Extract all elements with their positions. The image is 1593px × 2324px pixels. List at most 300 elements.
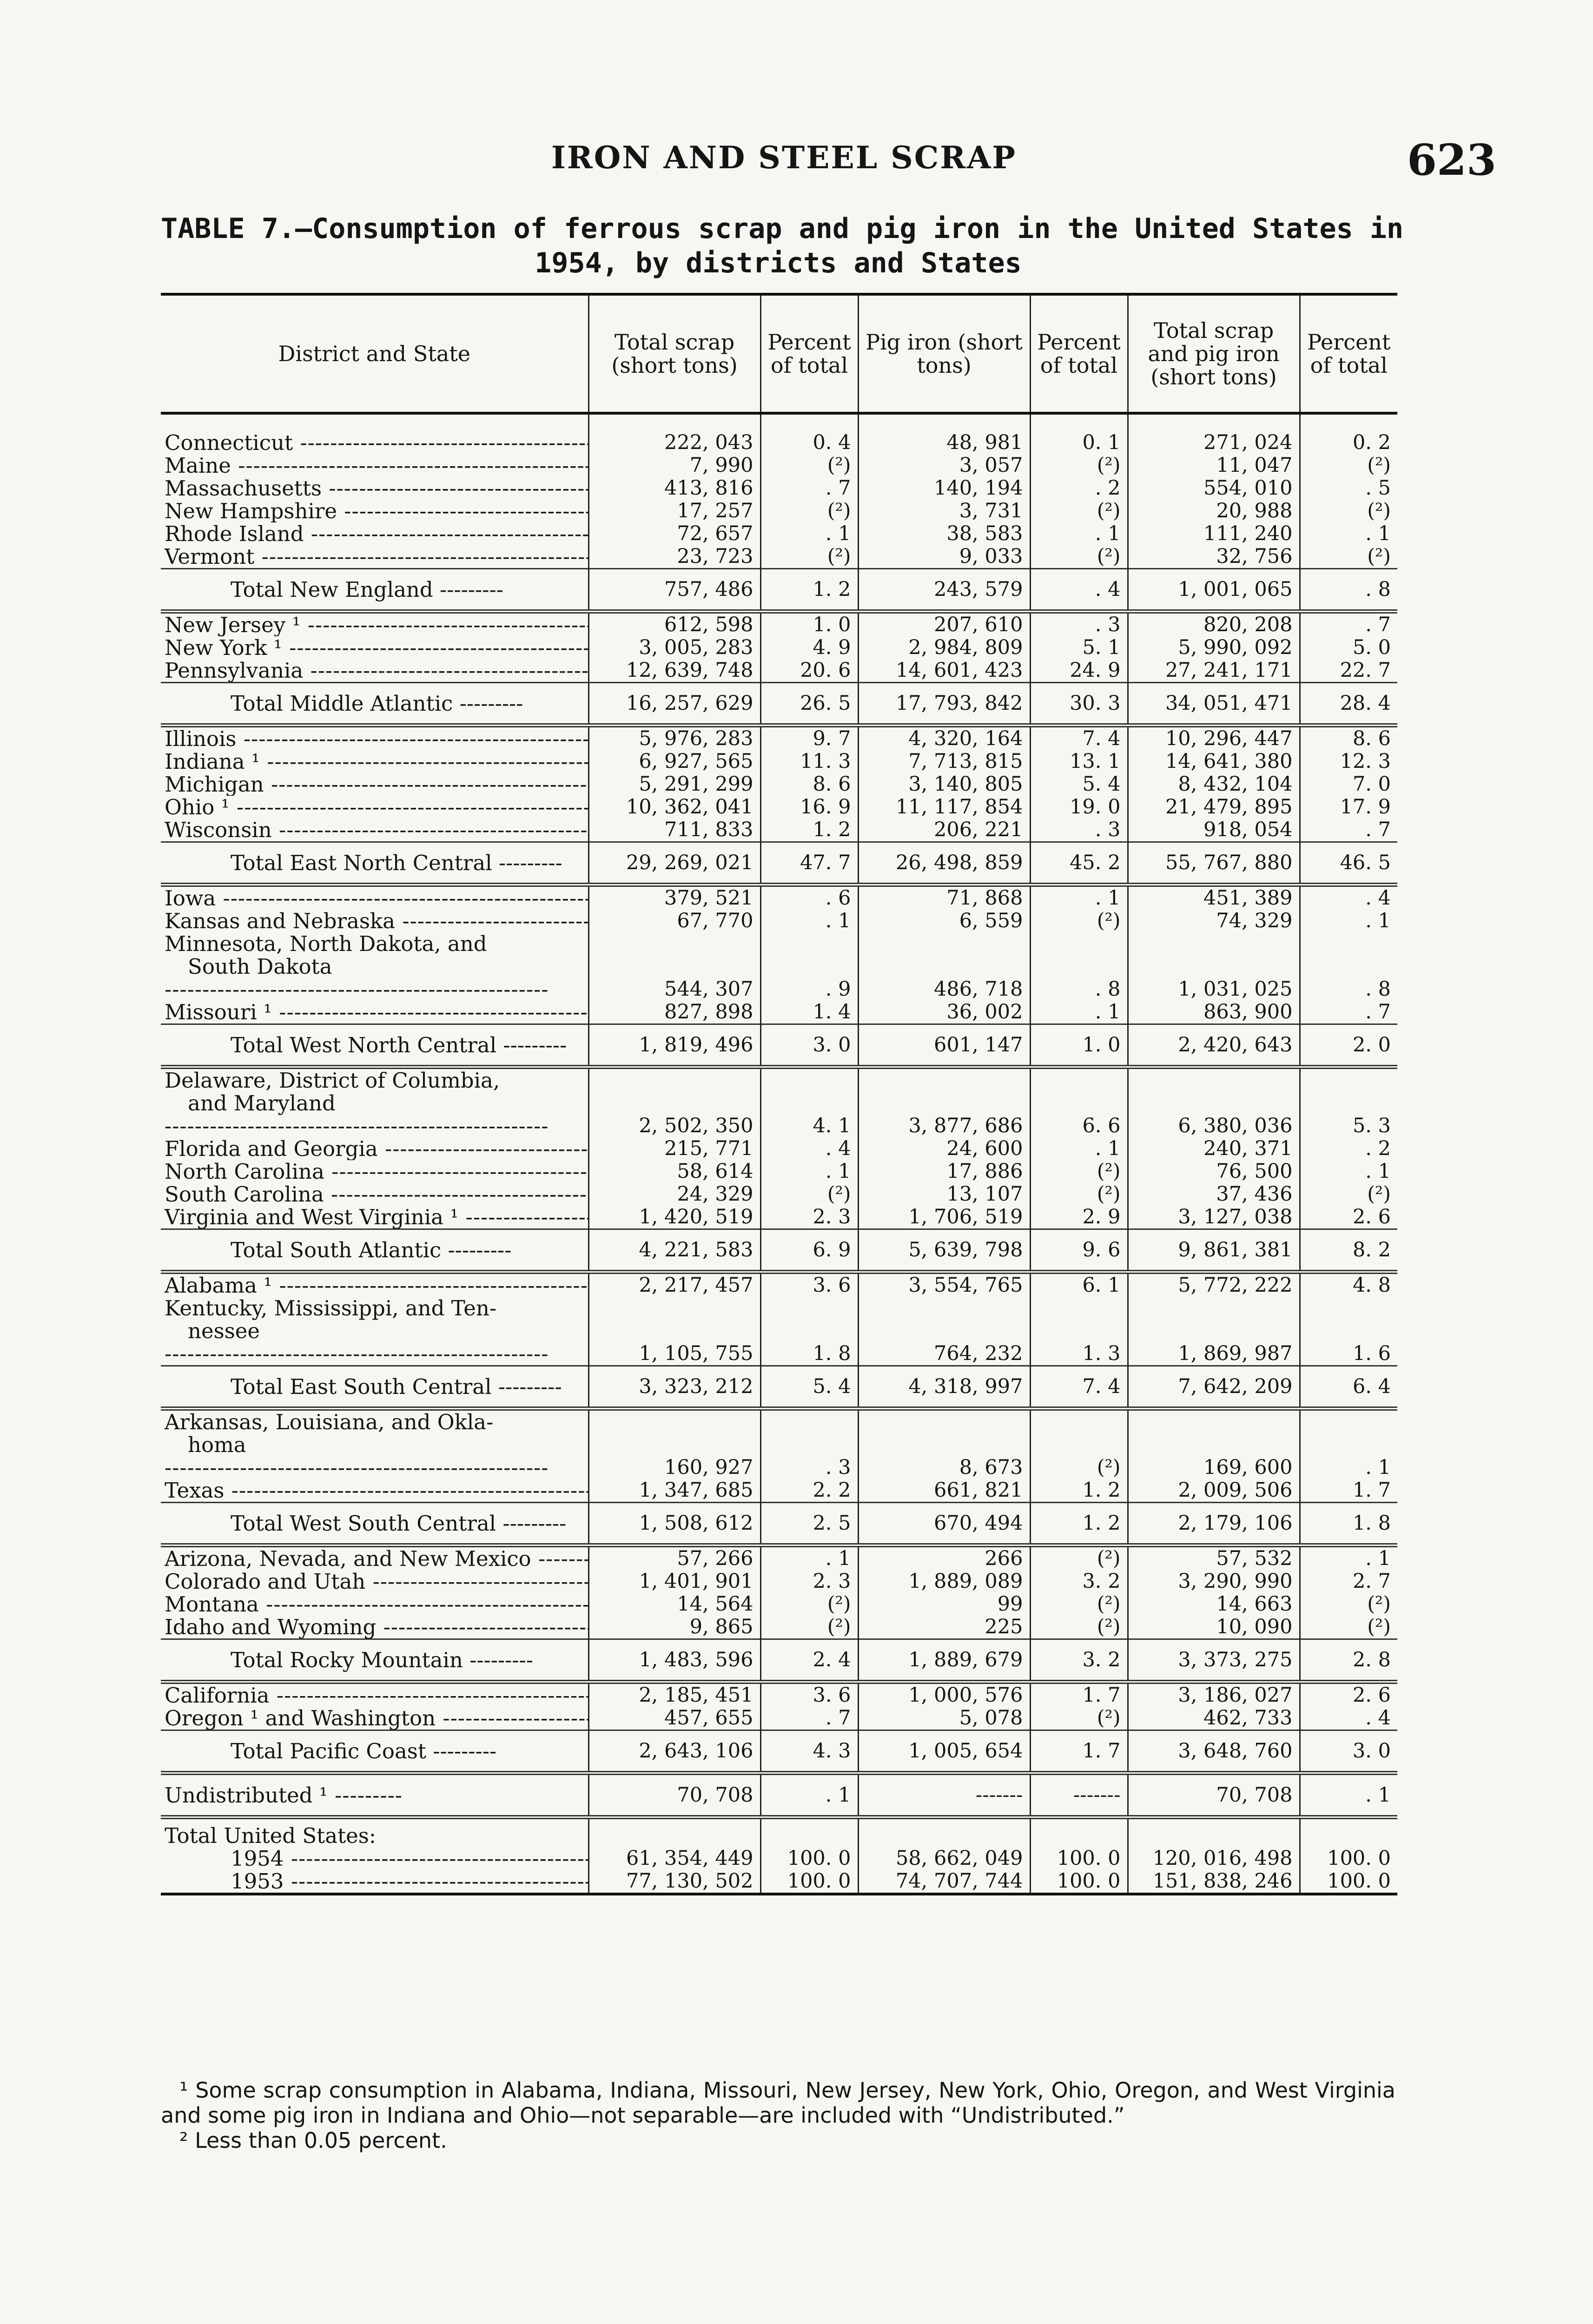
- district-total-row: [161, 683, 1397, 726]
- percent-scrap-cell: 8. 6: [760, 773, 858, 796]
- total-combined-cell: 8, 432, 104: [1128, 773, 1300, 796]
- percent-pig-iron-cell: (²): [1030, 910, 1128, 932]
- percent-combined-cell: 1. 6: [1300, 1297, 1397, 1366]
- total-combined-cell: 70, 708: [1128, 1773, 1300, 1817]
- total-combined-cell: 111, 240: [1128, 522, 1300, 545]
- table-header: [161, 294, 1397, 413]
- row-label-line-1: Minnesota, North Dakota, and: [165, 932, 487, 956]
- percent-scrap-cell: (²): [760, 1616, 858, 1639]
- total-scrap-cell: 1, 483, 596: [588, 1639, 760, 1682]
- row-label: Arizona, Nevada, and New Mexico -----: [161, 1545, 588, 1571]
- pig-iron-cell: 11, 117, 854: [858, 796, 1030, 819]
- total-scrap-cell: 4, 221, 583: [588, 1229, 760, 1272]
- total-combined-cell: 3, 373, 275: [1128, 1639, 1300, 1682]
- percent-combined-cell: 28. 4: [1300, 683, 1397, 726]
- pig-iron-cell: 99: [858, 1593, 1030, 1616]
- row-label: New York ¹ -----: [161, 636, 588, 659]
- percent-combined-cell: . 1: [1300, 1773, 1397, 1817]
- district-total-row: [161, 569, 1397, 612]
- row-label: Florida and Georgia -----: [161, 1137, 588, 1160]
- row-label-line-2: and Maryland: [188, 1091, 336, 1116]
- total-scrap-cell: 413, 816: [588, 477, 760, 500]
- empty-cell: [1128, 1817, 1300, 1848]
- percent-scrap-cell: 47. 7: [760, 842, 858, 885]
- total-combined-cell: 271, 024: [1128, 413, 1300, 454]
- percent-pig-iron-cell: (²): [1030, 1183, 1128, 1206]
- percent-pig-iron-cell: . 4: [1030, 569, 1128, 612]
- table-row: [161, 773, 1397, 796]
- table-caption: [161, 211, 1404, 280]
- percent-pig-iron-cell: (²): [1030, 500, 1128, 522]
- table-row: [161, 750, 1397, 773]
- percent-pig-iron-cell: 3. 2: [1030, 1639, 1128, 1682]
- percent-scrap-cell: 5. 4: [760, 1366, 858, 1409]
- table-row: [161, 1183, 1397, 1206]
- percent-combined-cell: 0. 2: [1300, 413, 1397, 454]
- row-label: New Hampshire -----: [161, 500, 588, 522]
- percent-scrap-cell: 26. 5: [760, 683, 858, 726]
- empty-cell: [1030, 1817, 1128, 1848]
- percent-combined-cell: (²): [1300, 1616, 1397, 1639]
- percent-pig-iron-cell: 6. 1: [1030, 1272, 1128, 1297]
- percent-combined-cell: . 7: [1300, 612, 1397, 637]
- table-row: [161, 545, 1397, 569]
- percent-scrap-cell: (²): [760, 1593, 858, 1616]
- table-row: [161, 522, 1397, 545]
- pig-iron-cell: 17, 886: [858, 1160, 1030, 1183]
- table-row: [161, 726, 1397, 751]
- percent-scrap-cell: (²): [760, 500, 858, 522]
- percent-combined-cell: 100. 0: [1300, 1847, 1397, 1870]
- row-label-line-1: Arkansas, Louisiana, and Okla-: [165, 1410, 494, 1434]
- percent-scrap-cell: 6. 9: [760, 1229, 858, 1272]
- pig-iron-cell: 7, 713, 815: [858, 750, 1030, 773]
- pig-iron-cell: 3, 877, 686: [858, 1067, 1030, 1138]
- percent-combined-cell: 7. 0: [1300, 773, 1397, 796]
- column-header-total-scrap: Total scrap (short tons): [588, 294, 760, 413]
- total-scrap-cell: 1, 105, 755: [588, 1297, 760, 1366]
- total-combined-cell: 10, 090: [1128, 1616, 1300, 1639]
- row-label: Indiana ¹ -----: [161, 750, 588, 773]
- total-combined-cell: 37, 436: [1128, 1183, 1300, 1206]
- district-total-row: [161, 842, 1397, 885]
- percent-scrap-cell: 9. 7: [760, 726, 858, 751]
- table-row: [161, 1160, 1397, 1183]
- empty-cell: [1300, 1817, 1397, 1848]
- pig-iron-cell: 1, 889, 679: [858, 1639, 1030, 1682]
- percent-combined-cell: 3. 0: [1300, 1730, 1397, 1773]
- row-label-line-2: nessee: [188, 1319, 260, 1343]
- row-label: Wisconsin -----: [161, 819, 588, 842]
- percent-combined-cell: 6. 4: [1300, 1366, 1397, 1409]
- percent-pig-iron-cell: 0. 1: [1030, 413, 1128, 454]
- table-row: [161, 1272, 1397, 1297]
- pig-iron-cell: 764, 232: [858, 1297, 1030, 1366]
- percent-combined-cell: 5. 0: [1300, 636, 1397, 659]
- row-label: Total Middle Atlantic -----: [161, 683, 588, 726]
- percent-pig-iron-cell: 2. 9: [1030, 1206, 1128, 1229]
- total-scrap-cell: 70, 708: [588, 1773, 760, 1817]
- column-header-total-combined: Total scrap and pig iron (short tons): [1128, 294, 1300, 413]
- total-combined-cell: 6, 380, 036: [1128, 1067, 1300, 1138]
- total-combined-cell: 20, 988: [1128, 500, 1300, 522]
- consumption-table: [161, 293, 1397, 1895]
- total-combined-cell: 3, 127, 038: [1128, 1206, 1300, 1229]
- pig-iron-cell: 3, 140, 805: [858, 773, 1030, 796]
- percent-combined-cell: 12. 3: [1300, 750, 1397, 773]
- row-label: South Carolina -----: [161, 1183, 588, 1206]
- total-scrap-cell: 544, 307: [588, 932, 760, 1001]
- row-label: Total Rocky Mountain -----: [161, 1639, 588, 1682]
- percent-scrap-cell: 100. 0: [760, 1870, 858, 1894]
- percent-combined-cell: (²): [1300, 545, 1397, 569]
- row-label: New Jersey ¹ -----: [161, 612, 588, 637]
- row-label: [161, 1067, 588, 1138]
- table-row: [161, 413, 1397, 454]
- pig-iron-cell: 601, 147: [858, 1024, 1030, 1067]
- pig-iron-cell: 8, 673: [858, 1409, 1030, 1479]
- percent-pig-iron-cell: 1. 3: [1030, 1297, 1128, 1366]
- percent-pig-iron-cell: 9. 6: [1030, 1229, 1128, 1272]
- row-label-line-1: Delaware, District of Columbia,: [165, 1068, 500, 1093]
- table-row: [161, 1570, 1397, 1593]
- total-combined-cell: 863, 900: [1128, 1001, 1300, 1024]
- total-combined-cell: 2, 420, 643: [1128, 1024, 1300, 1067]
- table-row: [161, 1001, 1397, 1024]
- total-scrap-cell: 3, 005, 283: [588, 636, 760, 659]
- pig-iron-cell: 3, 057: [858, 454, 1030, 477]
- row-label: Virginia and West Virginia ¹ -----: [161, 1206, 588, 1229]
- page-header: [161, 135, 1497, 185]
- total-scrap-cell: 2, 185, 451: [588, 1682, 760, 1707]
- percent-pig-iron-cell: . 1: [1030, 1137, 1128, 1160]
- percent-scrap-cell: . 1: [760, 522, 858, 545]
- percent-scrap-cell: (²): [760, 1183, 858, 1206]
- percent-scrap-cell: 1. 0: [760, 612, 858, 637]
- total-combined-cell: 74, 329: [1128, 910, 1300, 932]
- table-row: [161, 885, 1397, 910]
- row-label: 1953 -----: [161, 1870, 588, 1894]
- row-label: North Carolina -----: [161, 1160, 588, 1183]
- pig-iron-cell: 140, 194: [858, 477, 1030, 500]
- total-scrap-cell: 379, 521: [588, 885, 760, 910]
- row-label: Rhode Island -----: [161, 522, 588, 545]
- pig-iron-cell: 1, 000, 576: [858, 1682, 1030, 1707]
- row-label-line-2: homa: [188, 1433, 246, 1457]
- percent-pig-iron-cell: 5. 1: [1030, 636, 1128, 659]
- percent-pig-iron-cell: (²): [1030, 1545, 1128, 1571]
- row-label: California -----: [161, 1682, 588, 1707]
- total-scrap-cell: 72, 657: [588, 522, 760, 545]
- percent-scrap-cell: 4. 1: [760, 1067, 858, 1138]
- row-label: Undistributed ¹ -----: [161, 1773, 588, 1817]
- percent-combined-cell: . 8: [1300, 932, 1397, 1001]
- total-scrap-cell: 222, 043: [588, 413, 760, 454]
- percent-combined-cell: . 1: [1300, 522, 1397, 545]
- percent-combined-cell: . 1: [1300, 1545, 1397, 1571]
- page-number: 623: [1407, 135, 1497, 185]
- percent-combined-cell: 100. 0: [1300, 1870, 1397, 1894]
- column-header-percent-combined: Percent of total: [1300, 294, 1397, 413]
- total-combined-cell: 820, 208: [1128, 612, 1300, 637]
- percent-scrap-cell: 2. 5: [760, 1503, 858, 1545]
- total-scrap-cell: 2, 502, 350: [588, 1067, 760, 1138]
- column-header-percent-scrap: Percent of total: [760, 294, 858, 413]
- total-combined-cell: 120, 016, 498: [1128, 1847, 1300, 1870]
- row-label: Total West South Central -----: [161, 1503, 588, 1545]
- pig-iron-cell: 5, 639, 798: [858, 1229, 1030, 1272]
- percent-combined-cell: 1. 7: [1300, 1479, 1397, 1503]
- table-row: [161, 636, 1397, 659]
- total-combined-cell: 1, 001, 065: [1128, 569, 1300, 612]
- total-scrap-cell: 10, 362, 041: [588, 796, 760, 819]
- district-total-row: [161, 1730, 1397, 1773]
- row-label: [161, 932, 588, 1001]
- column-header-percent-pig-iron: Percent of total: [1030, 294, 1128, 413]
- percent-combined-cell: 2. 6: [1300, 1206, 1397, 1229]
- percent-scrap-cell: (²): [760, 454, 858, 477]
- pig-iron-cell: 3, 554, 765: [858, 1272, 1030, 1297]
- percent-scrap-cell: . 4: [760, 1137, 858, 1160]
- percent-scrap-cell: . 1: [760, 1160, 858, 1183]
- column-header-district: District and State: [278, 341, 470, 366]
- total-scrap-cell: 29, 269, 021: [588, 842, 760, 885]
- total-combined-cell: 151, 838, 246: [1128, 1870, 1300, 1894]
- table-row: [161, 1297, 1397, 1366]
- total-combined-cell: 3, 290, 990: [1128, 1570, 1300, 1593]
- percent-combined-cell: (²): [1300, 500, 1397, 522]
- percent-scrap-cell: 1. 8: [760, 1297, 858, 1366]
- table-row: [161, 612, 1397, 637]
- table-caption-line-1: TABLE 7.—Consumption of ferrous scrap and pig iron in the United States in: [161, 212, 1404, 245]
- percent-pig-iron-cell: 1. 0: [1030, 1024, 1128, 1067]
- total-scrap-cell: 1, 508, 612: [588, 1503, 760, 1545]
- total-combined-cell: 55, 767, 880: [1128, 842, 1300, 885]
- row-label: [161, 1297, 588, 1366]
- percent-pig-iron-cell: . 1: [1030, 1001, 1128, 1024]
- row-label: [161, 1409, 588, 1479]
- percent-combined-cell: 5. 3: [1300, 1067, 1397, 1138]
- total-scrap-cell: 7, 990: [588, 454, 760, 477]
- total-combined-cell: 32, 756: [1128, 545, 1300, 569]
- percent-scrap-cell: . 9: [760, 932, 858, 1001]
- pig-iron-cell: 74, 707, 744: [858, 1870, 1030, 1894]
- row-label-line-1: Kentucky, Mississippi, and Ten-: [165, 1297, 497, 1320]
- total-combined-cell: 76, 500: [1128, 1160, 1300, 1183]
- percent-pig-iron-cell: 19. 0: [1030, 796, 1128, 819]
- pig-iron-cell: 6, 559: [858, 910, 1030, 932]
- percent-pig-iron-cell: . 1: [1030, 522, 1128, 545]
- district-total-row: [161, 1366, 1397, 1409]
- percent-scrap-cell: . 7: [760, 477, 858, 500]
- total-scrap-cell: 457, 655: [588, 1707, 760, 1730]
- pig-iron-cell: 4, 318, 997: [858, 1366, 1030, 1409]
- row-label: Total New England -----: [161, 569, 588, 612]
- table-row: [161, 454, 1397, 477]
- total-combined-cell: 451, 389: [1128, 885, 1300, 910]
- percent-scrap-cell: 100. 0: [760, 1847, 858, 1870]
- percent-scrap-cell: 2. 3: [760, 1570, 858, 1593]
- total-combined-cell: 462, 733: [1128, 1707, 1300, 1730]
- total-scrap-cell: 57, 266: [588, 1545, 760, 1571]
- pig-iron-cell: 207, 610: [858, 612, 1030, 637]
- percent-pig-iron-cell: 1. 7: [1030, 1730, 1128, 1773]
- pig-iron-cell: 14, 601, 423: [858, 659, 1030, 683]
- row-label: Vermont -----: [161, 545, 588, 569]
- percent-pig-iron-cell: 1. 2: [1030, 1479, 1128, 1503]
- percent-combined-cell: . 4: [1300, 1707, 1397, 1730]
- pig-iron-cell: 1, 005, 654: [858, 1730, 1030, 1773]
- footnote-2: ² Less than 0.05 percent.: [179, 2128, 447, 2153]
- table-row: [161, 477, 1397, 500]
- percent-scrap-cell: 2. 3: [760, 1206, 858, 1229]
- total-scrap-cell: 1, 819, 496: [588, 1024, 760, 1067]
- percent-pig-iron-cell: 1. 2: [1030, 1503, 1128, 1545]
- percent-combined-cell: 2. 8: [1300, 1639, 1397, 1682]
- row-label: Connecticut -----: [161, 413, 588, 454]
- total-scrap-cell: 23, 723: [588, 545, 760, 569]
- percent-pig-iron-cell: 7. 4: [1030, 1366, 1128, 1409]
- percent-pig-iron-cell: 24. 9: [1030, 659, 1128, 683]
- total-combined-cell: 11, 047: [1128, 454, 1300, 477]
- percent-scrap-cell: 0. 4: [760, 413, 858, 454]
- percent-pig-iron-cell: (²): [1030, 1409, 1128, 1479]
- table-row: [161, 1067, 1397, 1138]
- total-scrap-cell: 215, 771: [588, 1137, 760, 1160]
- district-total-row: [161, 1639, 1397, 1682]
- percent-pig-iron-cell: 6. 6: [1030, 1067, 1128, 1138]
- pig-iron-cell: 2, 984, 809: [858, 636, 1030, 659]
- row-label: Ohio ¹ -----: [161, 796, 588, 819]
- total-combined-cell: 14, 663: [1128, 1593, 1300, 1616]
- total-combined-cell: 918, 054: [1128, 819, 1300, 842]
- percent-scrap-cell: (²): [760, 545, 858, 569]
- row-label: Total South Atlantic -----: [161, 1229, 588, 1272]
- table-row: [161, 819, 1397, 842]
- total-combined-cell: 10, 296, 447: [1128, 726, 1300, 751]
- pig-iron-cell: 3, 731: [858, 500, 1030, 522]
- percent-combined-cell: 2. 7: [1300, 1570, 1397, 1593]
- percent-scrap-cell: . 1: [760, 1773, 858, 1817]
- row-label: Maine -----: [161, 454, 588, 477]
- percent-pig-iron-cell: 100. 0: [1030, 1847, 1128, 1870]
- total-combined-cell: 7, 642, 209: [1128, 1366, 1300, 1409]
- row-label: Total Pacific Coast -----: [161, 1730, 588, 1773]
- table-caption-line-2: 1954, by districts and States: [535, 247, 1022, 279]
- row-label: Massachusetts -----: [161, 477, 588, 500]
- table-row: [161, 932, 1397, 1001]
- pig-iron-cell: 670, 494: [858, 1503, 1030, 1545]
- row-label: Total West North Central -----: [161, 1024, 588, 1067]
- row-label: Oregon ¹ and Washington -----: [161, 1707, 588, 1730]
- row-label: Pennsylvania -----: [161, 659, 588, 683]
- total-scrap-cell: 160, 927: [588, 1409, 760, 1479]
- total-combined-cell: 5, 772, 222: [1128, 1272, 1300, 1297]
- undistributed-row: [161, 1773, 1397, 1817]
- pig-iron-cell: 243, 579: [858, 569, 1030, 612]
- table-row: [161, 1593, 1397, 1616]
- empty-cell: [588, 1817, 760, 1848]
- total-combined-cell: 3, 648, 760: [1128, 1730, 1300, 1773]
- table-row: [161, 1479, 1397, 1503]
- percent-pig-iron-cell: 30. 3: [1030, 683, 1128, 726]
- percent-scrap-cell: 11. 3: [760, 750, 858, 773]
- row-label: Colorado and Utah -----: [161, 1570, 588, 1593]
- row-label-line-2: South Dakota: [188, 954, 332, 979]
- total-combined-cell: 27, 241, 171: [1128, 659, 1300, 683]
- pig-iron-cell: -------: [858, 1773, 1030, 1817]
- footnote-1: ¹ Some scrap consumption in Alabama, Indiana, Missouri, New Jersey, New York, Ohio, Oregon, and West Virginia and some pig iron in Indiana and Ohio—not separable—are included with “Undistributed.”: [161, 2078, 1395, 2128]
- percent-pig-iron-cell: (²): [1030, 1707, 1128, 1730]
- percent-pig-iron-cell: 100. 0: [1030, 1870, 1128, 1894]
- total-scrap-cell: 6, 927, 565: [588, 750, 760, 773]
- percent-combined-cell: . 7: [1300, 1001, 1397, 1024]
- percent-pig-iron-cell: 7. 4: [1030, 726, 1128, 751]
- percent-scrap-cell: 3. 0: [760, 1024, 858, 1067]
- percent-pig-iron-cell: 13. 1: [1030, 750, 1128, 773]
- district-total-row: [161, 1024, 1397, 1067]
- percent-combined-cell: 46. 5: [1300, 842, 1397, 885]
- empty-cell: [858, 1817, 1030, 1848]
- percent-pig-iron-cell: (²): [1030, 545, 1128, 569]
- row-label: Idaho and Wyoming -----: [161, 1616, 588, 1639]
- total-combined-cell: 5, 990, 092: [1128, 636, 1300, 659]
- percent-scrap-cell: 4. 9: [760, 636, 858, 659]
- row-label: Total East South Central -----: [161, 1366, 588, 1409]
- table-body: [161, 413, 1397, 1894]
- pig-iron-cell: 13, 107: [858, 1183, 1030, 1206]
- percent-pig-iron-cell: (²): [1030, 1593, 1128, 1616]
- percent-combined-cell: . 4: [1300, 885, 1397, 910]
- pig-iron-cell: 1, 706, 519: [858, 1206, 1030, 1229]
- total-scrap-cell: 2, 217, 457: [588, 1272, 760, 1297]
- pig-iron-cell: 38, 583: [858, 522, 1030, 545]
- percent-combined-cell: (²): [1300, 1593, 1397, 1616]
- percent-combined-cell: . 5: [1300, 477, 1397, 500]
- percent-pig-iron-cell: (²): [1030, 454, 1128, 477]
- row-label: Kansas and Nebraska -----: [161, 910, 588, 932]
- percent-combined-cell: . 1: [1300, 1160, 1397, 1183]
- percent-pig-iron-cell: 3. 2: [1030, 1570, 1128, 1593]
- percent-scrap-cell: 4. 3: [760, 1730, 858, 1773]
- percent-pig-iron-cell: -------: [1030, 1773, 1128, 1817]
- percent-scrap-cell: . 3: [760, 1409, 858, 1479]
- pig-iron-cell: 58, 662, 049: [858, 1847, 1030, 1870]
- percent-scrap-cell: 1. 2: [760, 819, 858, 842]
- total-combined-cell: 9, 861, 381: [1128, 1229, 1300, 1272]
- total-combined-cell: 169, 600: [1128, 1409, 1300, 1479]
- table-row: [161, 910, 1397, 932]
- district-total-row: [161, 1503, 1397, 1545]
- table-row: [161, 796, 1397, 819]
- total-scrap-cell: 1, 347, 685: [588, 1479, 760, 1503]
- pig-iron-cell: 24, 600: [858, 1137, 1030, 1160]
- total-combined-cell: 2, 179, 106: [1128, 1503, 1300, 1545]
- pig-iron-cell: 661, 821: [858, 1479, 1030, 1503]
- total-scrap-cell: 5, 976, 283: [588, 726, 760, 751]
- percent-combined-cell: 2. 6: [1300, 1682, 1397, 1707]
- pig-iron-cell: 48, 981: [858, 413, 1030, 454]
- total-combined-cell: 34, 051, 471: [1128, 683, 1300, 726]
- row-label: Montana -----: [161, 1593, 588, 1616]
- pig-iron-cell: 225: [858, 1616, 1030, 1639]
- pig-iron-cell: 1, 889, 089: [858, 1570, 1030, 1593]
- percent-pig-iron-cell: . 1: [1030, 885, 1128, 910]
- total-scrap-cell: 77, 130, 502: [588, 1870, 760, 1894]
- percent-combined-cell: . 2: [1300, 1137, 1397, 1160]
- total-combined-cell: 57, 532: [1128, 1545, 1300, 1571]
- percent-pig-iron-cell: . 3: [1030, 612, 1128, 637]
